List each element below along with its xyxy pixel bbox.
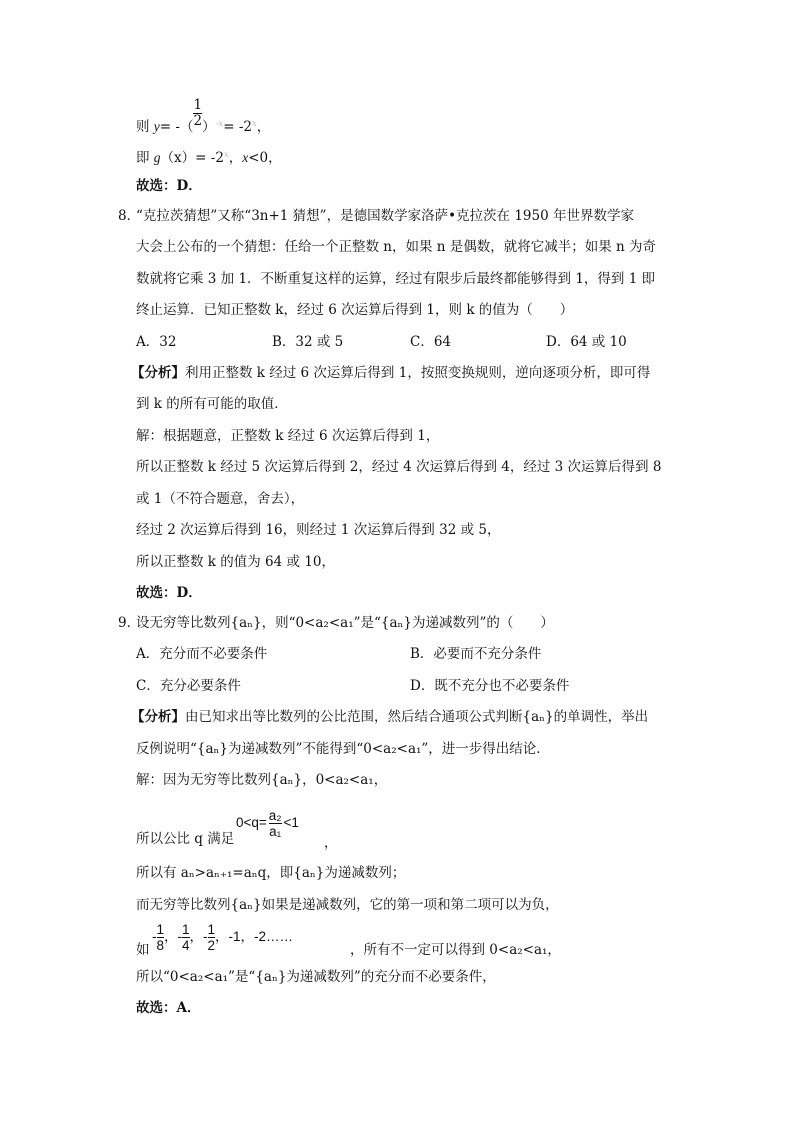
text: （x） <box>160 150 196 166</box>
q9-ratio-comma: ， <box>324 835 338 851</box>
frac-den: 4 <box>182 938 190 953</box>
frac-num: 1 <box>193 97 203 113</box>
frac-den: 2 <box>193 113 203 129</box>
q9-example-prefix: 如 <box>136 942 150 958</box>
frac-den: a₁ <box>269 824 282 839</box>
q8-conclusion: 故选：D． <box>136 585 202 601</box>
q8-solution-line-4: 经过 2 次运算后得到 16，则经过 1 次运算后得到 32 或 5， <box>136 522 501 538</box>
q8-option-a: A．32 <box>136 334 177 350</box>
fraction-half <box>193 98 202 129</box>
q9-ratio-formula <box>236 808 299 839</box>
text: 0<q= <box>236 815 267 831</box>
q8-solution-line-1: 解：根据题意，正整数 k 经过 6 次运算后得到 1， <box>136 428 440 444</box>
sep: ，- <box>164 929 183 945</box>
text: ， <box>256 119 271 135</box>
frac-den: 2 <box>207 938 216 953</box>
q9-option-d: D．既不充分也不必要条件 <box>410 678 570 694</box>
q9-solution-line-3: 所以有 aₙ>aₙ₊₁=aₙq，即{aₙ}为递减数列； <box>136 865 406 881</box>
text: = -（ <box>159 119 194 135</box>
fraction-half-ex <box>208 922 216 953</box>
fraction-eighth <box>157 922 165 953</box>
frac-num: 1 <box>156 922 165 937</box>
var-x: x <box>242 150 249 165</box>
q8-solution-line-2: 所以正整数 k 经过 5 次运算后得到 2，经过 4 次运算后得到 4，经过 3 次运算后得到 8 <box>136 459 662 475</box>
var-g: g <box>153 150 161 165</box>
exponent: -x <box>215 119 224 129</box>
text: ， <box>228 150 243 166</box>
text: <1 <box>283 815 299 831</box>
q9-option-a: A．充分而不必要条件 <box>136 646 268 662</box>
q8-stem-line-3: 数就将它乘 3 加 1．不断重复这样的运算，经过有限步后最终都能够得到 1，得到 1 即 <box>136 271 656 287</box>
q9-example-sequence <box>152 922 293 953</box>
q8-solution-line-5: 所以正整数 k 的值为 64 或 10， <box>136 554 335 570</box>
q9-example-suffix: ，所有不一定可以得到 0<a₂<a₁， <box>350 942 561 958</box>
exponent: x <box>223 150 229 160</box>
text: = -2 <box>195 150 224 166</box>
frac-num: 1 <box>182 922 190 937</box>
question-number-9: 9． <box>118 615 141 631</box>
var-y: y <box>153 119 160 134</box>
frac-den: 8 <box>156 938 165 953</box>
q8-stem-line-4: 终止运算．已知正整数 k，经过 6 次运算后得到 1，则 k 的值为（ ） <box>136 302 574 318</box>
q9-option-c: C．充分必要条件 <box>136 678 241 694</box>
text: ，-1，-2…… <box>215 929 294 945</box>
q8-analysis-line-1 <box>131 364 650 382</box>
text: ） <box>202 119 216 135</box>
frac-num: 1 <box>207 922 216 937</box>
analysis-label: 【分析】 <box>131 365 185 381</box>
text: = -2 <box>223 119 252 135</box>
exponent: x <box>252 119 257 129</box>
top-line-1 <box>136 97 271 143</box>
q8-solution-line-3: 或 1（不符合题意，舍去）， <box>136 491 305 507</box>
q8-option-d: D．64 或 10 <box>546 334 627 350</box>
conclusion-top: 故选：D． <box>136 178 202 194</box>
q9-stem: 设无穷等比数列{aₙ}，则“0<a₂<a₁”是“{aₙ}为递减数列”的（ ） <box>136 615 554 631</box>
q8-analysis-line-2: 到 k 的所有可能的取值． <box>136 396 288 412</box>
q9-solution-line-4: 而无穷等比数列{aₙ}如果是递减数列，它的第一项和第二项可以为负， <box>136 897 559 913</box>
q8-option-c: C．64 <box>410 334 452 350</box>
q8-stem-line-2: 大会上公布的一个猜想：任给一个正整数 n，如果 n 是偶数，就将它减半；如果 n 为奇 <box>136 239 657 255</box>
text: 由已知求出等比数列的公比范围，然后结合通项公式判断{aₙ}的单调性，举出 <box>185 709 649 725</box>
q9-option-b: B．必要而不充分条件 <box>410 646 542 662</box>
text: 利用正整数 k 经过 6 次运算后得到 1，按照变换规则，逆向逐项分析，即可得 <box>185 365 651 381</box>
frac-num: a₂ <box>268 808 282 823</box>
analysis-label: 【分析】 <box>131 709 185 725</box>
fraction-quarter <box>182 922 190 953</box>
sep: ，- <box>189 929 208 945</box>
q9-analysis-line-1 <box>131 708 648 726</box>
q9-ratio-prefix: 所以公比 q 满足 <box>136 831 235 847</box>
q9-solution-line-6: 所以“0<a₂<a₁”是“{aₙ}为递减数列”的充分而不必要条件， <box>136 969 496 985</box>
fraction-ratio <box>269 808 282 839</box>
q8-option-b: B．32 或 5 <box>272 334 344 350</box>
text: 即 <box>136 150 154 166</box>
q9-solution-line-1: 解：因为无穷等比数列{aₙ}，0<a₂<a₁， <box>136 772 388 788</box>
text: <0， <box>248 150 282 166</box>
neg-sign: - <box>152 929 157 945</box>
q9-analysis-line-2: 反例说明“{aₙ}为递减数列”不能得到“0<a₂<a₁”，进一步得出结论． <box>136 741 550 757</box>
text: 则 <box>136 119 154 135</box>
question-number-8: 8． <box>118 208 141 224</box>
q8-stem-line-1: “克拉茨猜想”又称“3n+1 猜想”，是德国数学家洛萨•克拉茨在 1950 年世界数学家 <box>136 208 634 224</box>
top-line-2 <box>136 146 282 167</box>
q9-conclusion: 故选：A． <box>136 1000 201 1016</box>
